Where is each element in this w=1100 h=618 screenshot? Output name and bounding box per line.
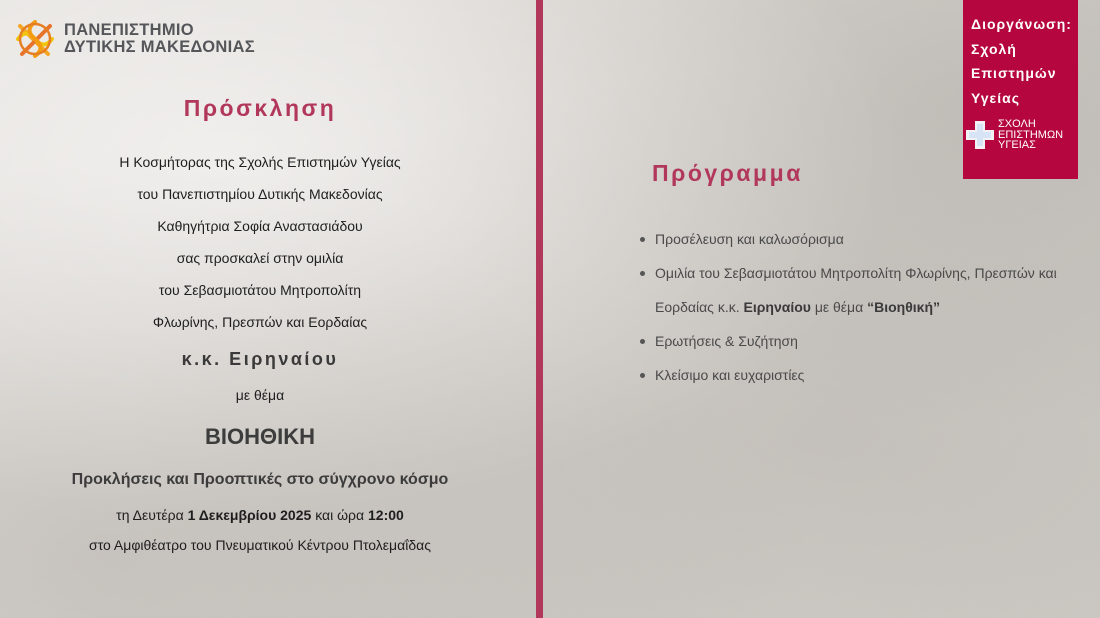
school-logo-text	[998, 119, 1063, 151]
university-logo	[14, 18, 255, 60]
invitation-title: Πρόσκληση	[183, 95, 337, 121]
invitation-line: Καθηγήτρια Σοφία Αναστασιάδου	[157, 218, 363, 234]
invitation-line: Φλωρίνης, Πρεσπών και Εορδαίας	[152, 314, 368, 330]
program-item	[640, 324, 1080, 358]
organizer-line: Επιστημών	[971, 65, 1057, 81]
program-item-text: Ερωτήσεις & Συζήτηση	[655, 333, 798, 349]
subject-label: με θέμα	[235, 387, 285, 403]
date-prefix: τη Δευτέρα	[116, 507, 184, 523]
lecture-subtitle: Προκλήσεις και Προοπτικές στο σύγχρονο κόσμο	[71, 471, 449, 488]
event-date: 1 Δεκεμβρίου 2025	[187, 507, 312, 523]
organizer-box	[963, 0, 1078, 179]
organizer-line: Σχολή	[971, 40, 1017, 57]
organizer-label: Διοργάνωση:	[971, 16, 1072, 32]
program-item-text: Ομιλία του Σεβασμιοτάτου Μητροπολίτη Φλωρίνης, Πρεσπών και	[655, 265, 1057, 281]
invitation-line: Η Κοσμήτορας της Σχολής Επιστημών Υγείας	[119, 154, 401, 170]
invitation-line: σας προσκαλεί στην ομιλία	[176, 250, 344, 266]
program-topic: “Βιοηθική”	[867, 299, 941, 315]
university-name-line2: ΔΥΤΙΚΗΣ ΜΑΚΕΔΟΝΙΑΣ	[64, 38, 255, 56]
school-logo	[964, 119, 1063, 151]
program-item-text: Εορδαίας κ.κ.	[655, 299, 740, 315]
program-item	[640, 358, 1080, 392]
medical-cross-icon	[964, 119, 996, 151]
vertical-divider	[536, 0, 543, 618]
organizer-text	[971, 12, 1078, 110]
event-time: 12:00	[368, 507, 404, 523]
invitation-lines	[0, 152, 520, 344]
school-logo-line: ΣΧΟΛΗ	[998, 118, 1036, 131]
organizer-line: Υγείας	[971, 89, 1020, 106]
invitation-line: του Σεβασμιοτάτου Μητροπολίτη	[158, 282, 362, 298]
school-logo-line: ΕΠΙΣΤΗΜΩΝ	[998, 128, 1064, 141]
invitation-line: του Πανεπιστημίου Δυτικής Μακεδονίας	[137, 186, 383, 202]
lecture-topic: ΒΙΟΗΘΙΚΗ	[205, 424, 315, 449]
time-prefix: και ώρα	[315, 507, 365, 523]
program-title: Πρόγραμμα	[652, 160, 803, 186]
university-name-line1: ΠΑΝΕΠΙΣΤΗΜΙΟ	[64, 21, 194, 39]
speaker-name: Ειρηναίου	[743, 299, 811, 315]
university-name	[64, 22, 255, 56]
event-datetime	[0, 507, 520, 523]
program-item-text: Κλείσιμο και ευχαριστίες	[655, 367, 805, 383]
university-knot-icon	[14, 18, 56, 60]
school-logo-line: ΥΓΕΙΑΣ	[998, 139, 1036, 152]
program-item	[640, 222, 1080, 256]
program-item-continuation	[640, 290, 1080, 324]
program-item-text: Προσέλευση και καλωσόρισμα	[655, 231, 844, 247]
event-venue: στο Αμφιθέατρο του Πνευματικού Κέντρου Πτολεμαΐδας	[89, 537, 431, 553]
program-list	[640, 222, 1080, 392]
speaker-honorific: κ.κ. Ειρηναίου	[181, 349, 339, 369]
program-item	[640, 256, 1080, 290]
program-item-text: με θέμα	[814, 299, 864, 315]
